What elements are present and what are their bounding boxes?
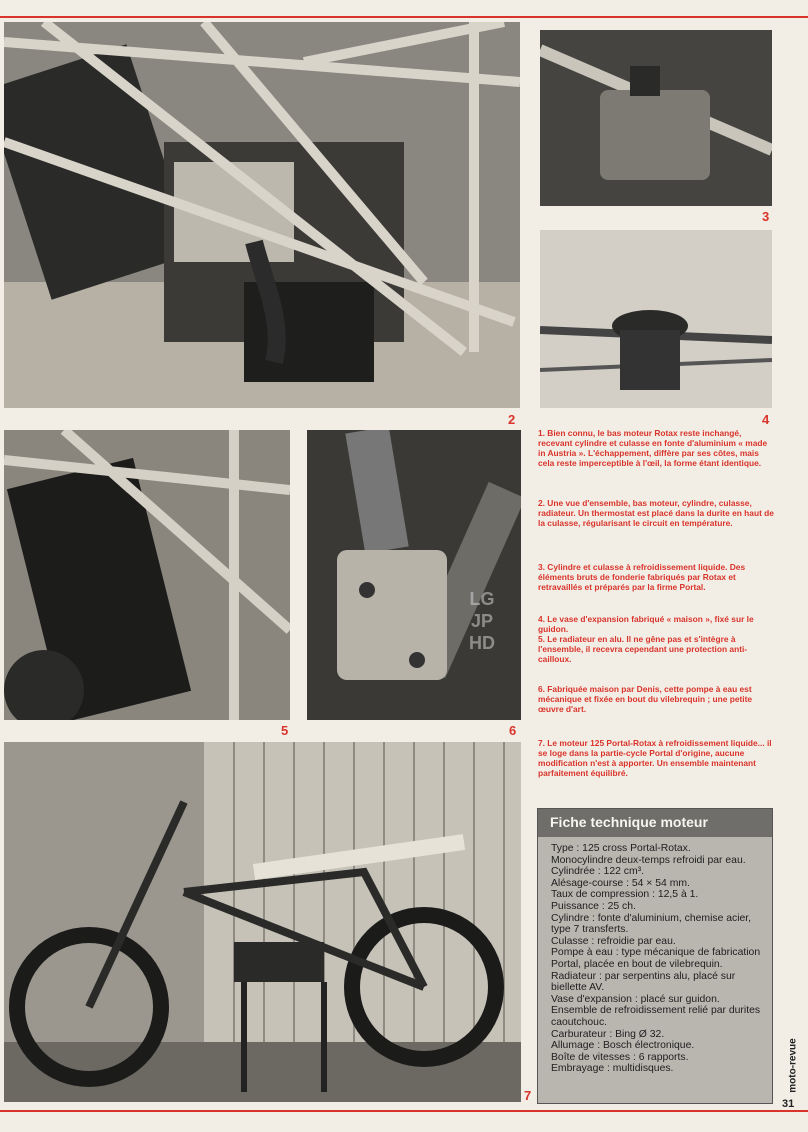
photo-expansion-tank-top xyxy=(540,30,772,206)
spec-line: Boîte de vitesses : 6 rapports. xyxy=(551,1051,689,1063)
spec-line: Culasse : refroidie par eau. xyxy=(551,935,676,947)
motorcycle-image xyxy=(4,742,521,1102)
photo-radiator-cap xyxy=(540,230,772,408)
caption-2: 2. Une vue d'ensemble, bas moteur, cylindre, culasse, radiateur. Un thermostat est placé dans la durite en haut de la culasse, régularisant le circuit en température. xyxy=(538,498,774,528)
top-rule xyxy=(0,16,808,18)
watermark-text: LG JP HD xyxy=(469,589,495,653)
spec-line: Vase d'expansion : placé sur guidon. xyxy=(551,993,720,1005)
tech-sheet-title: Fiche technique moteur xyxy=(550,814,708,830)
figure-number-5: 5 xyxy=(281,723,289,738)
tech-sheet-body xyxy=(551,843,763,1075)
spec-line: Alésage-course : 54 × 54 mm. xyxy=(551,877,690,889)
figure-number-2: 2 xyxy=(508,412,516,427)
figure-number-3: 3 xyxy=(762,209,770,224)
figure-number-4: 4 xyxy=(762,412,770,427)
spec-line: Cylindre : fonte d'aluminium, chemise acier, type 7 transferts. xyxy=(551,912,752,936)
page-number: 31 xyxy=(782,1098,795,1110)
magazine-name: moto-revue xyxy=(787,1038,799,1093)
caption-5: 5. Le radiateur en alu. Il ne gêne pas et s'intègre à l'ensemble, il recevra cependant une protection anti-cailloux. xyxy=(538,634,748,664)
figure-number-7: 7 xyxy=(524,1088,532,1103)
radiator-cap-image xyxy=(540,230,772,408)
magazine-name-vertical xyxy=(786,1040,802,1100)
radiator-image xyxy=(4,430,290,720)
bottom-rule xyxy=(0,1110,808,1112)
caption-7: 7. Le moteur 125 Portal-Rotax à refroidissement liquide... il se loge dans la partie-cycle Portal d'origine, aucune modification n'est à apporter. Un ensemble maintenant parfaitement équilibré. xyxy=(538,738,772,778)
spec-line: Embrayage : multidisques. xyxy=(551,1063,674,1075)
spec-line: Cylindrée : 122 cm³. xyxy=(551,866,644,878)
tech-sheet-box xyxy=(537,808,773,1104)
spec-line: Puissance : 25 ch. xyxy=(551,900,636,912)
caption-3: 3. Cylindre et culasse à refroidissement liquide. Des éléments bruts de fonderie fabriqués par Rotax et retravaillés et préparés par la firme Portal. xyxy=(538,562,746,592)
photo-radiator xyxy=(4,430,290,720)
tech-sheet-title-bar xyxy=(538,809,772,837)
photo-engine-frame xyxy=(4,22,520,408)
spec-line: Pompe à eau : type mécanique de fabrication Portal, placée en bout de vilebrequin. xyxy=(551,947,761,970)
spec-line: Radiateur : par serpentins alu, placé sur biellette AV. xyxy=(551,970,736,994)
spec-line: Type : 125 cross Portal-Rotax. xyxy=(551,843,691,854)
watermark-logo xyxy=(447,580,517,670)
expansion-tank-image xyxy=(540,30,772,206)
figure-number-6: 6 xyxy=(509,723,517,738)
water-pump-image xyxy=(307,430,521,720)
spec-line: Allumage : Bosch électronique. xyxy=(551,1040,695,1052)
spec-line: Taux de compression : 12,5 à 1. xyxy=(551,889,699,901)
caption-4: 4. Le vase d'expansion fabriqué « maison », fixé sur le guidon. xyxy=(538,614,754,634)
photo-water-pump xyxy=(307,430,521,720)
photo-full-motorcycle xyxy=(4,742,521,1102)
spec-line: Ensemble de refroidissement relié par durites caoutchouc. xyxy=(551,1005,761,1028)
caption-6: 6. Fabriquée maison par Denis, cette pompe à eau est mécanique et fixée en bout du vilebrequin ; une petite œuvre d'art. xyxy=(538,684,753,714)
caption-1: 1. Bien connu, le bas moteur Rotax reste inchangé, recevant cylindre et culasse en fonte d'aluminium « made in Austria ». L'échappement, diffère par ses côtes, mais cela reste imperceptible à l'œil, la forme étant identique. xyxy=(538,428,768,468)
spec-line: Carburateur : Bing Ø 32. xyxy=(551,1028,665,1040)
engine-frame-image xyxy=(4,22,520,408)
spec-line: Monocylindre deux-temps refroidi par eau. xyxy=(551,854,746,866)
